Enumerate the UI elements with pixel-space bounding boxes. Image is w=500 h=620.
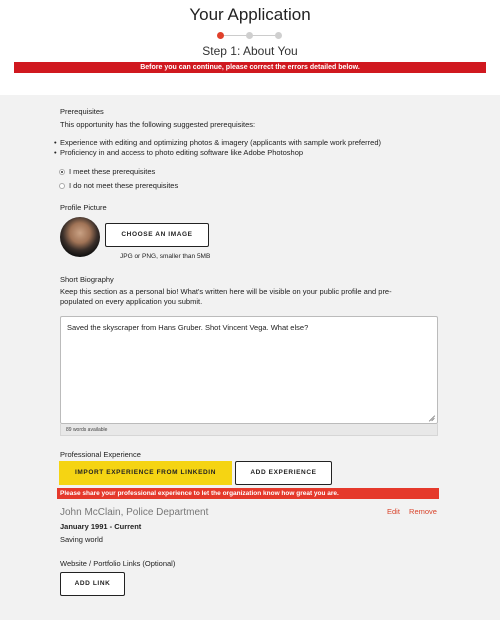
prerequisites-intro: This opportunity has the following suggested prerequisites: — [60, 120, 256, 129]
page-header — [0, 0, 500, 95]
add-experience-button[interactable]: ADD EXPERIENCE — [235, 461, 332, 485]
choose-image-button[interactable]: CHOOSE AN IMAGE — [105, 223, 209, 247]
import-linkedin-button[interactable]: IMPORT EXPERIENCE FROM LINKEDIN — [59, 461, 232, 485]
radio-unchecked-icon[interactable] — [59, 183, 65, 189]
page-title: Your Application — [189, 5, 311, 24]
biography-heading: Short Biography — [60, 275, 114, 284]
stepper-dot-step-2 — [246, 32, 253, 39]
remove-experience-link[interactable]: Remove — [409, 507, 437, 516]
error-banner: Before you can continue, please correct the errors detailed below. — [14, 62, 486, 73]
radio-not-meet-prerequisites[interactable] — [59, 181, 178, 190]
radio-label: I do not meet these prerequisites — [69, 181, 179, 190]
add-link-button[interactable]: ADD LINK — [60, 572, 125, 596]
radio-checked-icon[interactable] — [59, 169, 65, 175]
word-counter: 89 words available — [60, 424, 438, 436]
resize-handle-icon[interactable] — [429, 415, 435, 421]
stepper-dot-step-3 — [275, 32, 282, 39]
prerequisite-item: • Experience with editing and optimizing photos & imagery (applicants with sample work preferred) — [54, 138, 381, 148]
profile-picture-heading: Profile Picture — [60, 203, 107, 212]
biography-description-line-2: populated on every application you submit. — [60, 297, 203, 306]
biography-description-line-1: Keep this section as a personal bio! What's written here will be visible on your public profile and pre- — [60, 287, 392, 296]
biography-text: Saved the skyscraper from Hans Gruber. Shot Vincent Vega. What else? — [67, 323, 309, 332]
prerequisite-item: • Proficiency in and access to photo editing software like Adobe Photoshop — [54, 148, 381, 158]
prerequisites-list — [54, 138, 381, 158]
biography-textarea[interactable] — [60, 316, 438, 424]
stepper-dot-step-1 — [217, 32, 224, 39]
experience-error-message: Please share your professional experience to let the organization know how great you are. — [57, 488, 439, 499]
edit-experience-link[interactable]: Edit — [387, 507, 400, 516]
experience-heading: Professional Experience — [60, 450, 141, 459]
avatar — [60, 217, 100, 257]
step-label: Step 1: About You — [202, 44, 298, 58]
experience-organization: John McClain, Police Department — [60, 507, 209, 518]
radio-label: I meet these prerequisites — [69, 167, 156, 176]
experience-actions — [387, 507, 444, 516]
experience-dates: January 1991 - Current — [60, 522, 142, 531]
experience-description: Saving world — [60, 535, 103, 544]
radio-meet-prerequisites[interactable] — [59, 167, 155, 176]
links-heading: Website / Portfolio Links (Optional) — [60, 559, 176, 568]
application-form — [0, 95, 500, 620]
prerequisites-heading: Prerequisites — [60, 107, 104, 116]
progress-stepper — [217, 32, 283, 40]
image-hint: JPG or PNG, smaller than 5MB — [120, 253, 211, 260]
